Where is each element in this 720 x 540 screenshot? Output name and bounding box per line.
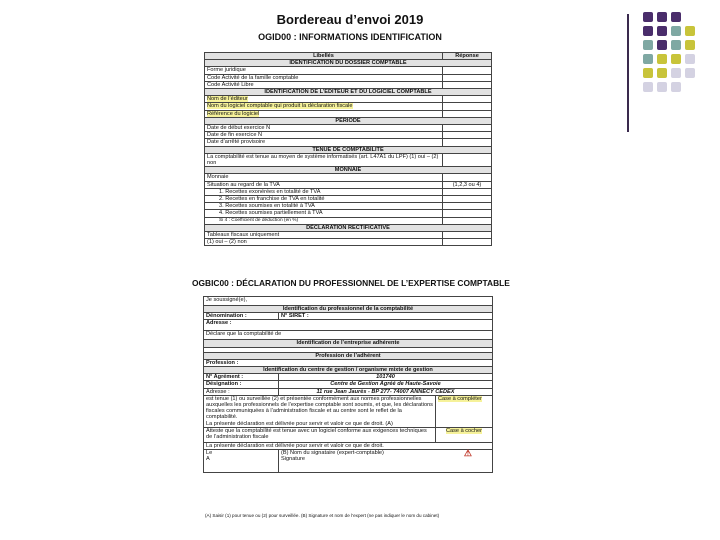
decorative-square (671, 40, 681, 50)
document-subtitle: OGID00 : INFORMATIONS IDENTIFICATION (258, 32, 442, 42)
row-label: Code Activité de la famille comptable (205, 74, 443, 81)
identification-table (204, 52, 492, 246)
row-label: Date de fin exercice N (205, 132, 443, 139)
decorative-vertical-line (627, 14, 629, 132)
row-label: Date d’arrêté provisoire (205, 139, 443, 146)
answer-cell[interactable] (443, 232, 492, 239)
designation-value: Centre de Gestion Agréé de Haute-Savoie (279, 381, 493, 388)
footnote: (A) Saisir (1) pour tenue ou (2) pour surveillée. (B) Signature et nom de l’expert (ne pas indiquer le nom du cabinet) (205, 513, 440, 518)
tva-item: 1. Recettes exonérées en totalité de TVA (205, 188, 443, 195)
col-answer-header: Réponse (443, 53, 492, 60)
decorative-square (643, 82, 653, 92)
answer-cell[interactable] (443, 217, 492, 224)
answer-cell[interactable] (443, 67, 492, 74)
section-heading: DÉCLARATION RECTIFICATIVE (205, 224, 492, 231)
row-label: (1) oui – (2) non (205, 239, 443, 246)
signataire-label: (B) Nom du signataire (expert-comptable) (281, 450, 384, 457)
decorative-square (643, 12, 653, 22)
decorative-square (685, 40, 695, 50)
je-soussigne: Je soussigné(e), (204, 297, 493, 306)
section-heading: Identification du centre de gestion / organisme mixte de gestion (204, 367, 493, 374)
decorative-square (657, 82, 667, 92)
a-label: A (206, 456, 210, 463)
answer-cell[interactable] (443, 153, 492, 166)
decorative-square (643, 54, 653, 64)
answer-cell (443, 196, 492, 203)
section-heading: PÉRIODE (205, 117, 492, 124)
answer-cell[interactable] (443, 132, 492, 139)
adresse-label: Adresse : (204, 320, 493, 331)
section-heading: IDENTIFICATION DU DOSSIER COMPTABLE (205, 60, 492, 67)
row-label: Code Activité Libre (205, 81, 443, 88)
signature-cell[interactable] (279, 450, 493, 473)
adresse-centre-label: Adresse : (204, 388, 279, 395)
tva-answer-hint[interactable]: (1,2,3 ou 4) (443, 181, 492, 188)
warning-icon: ⚠ (463, 448, 472, 459)
decorative-square (671, 54, 681, 64)
section-heading: Profession de l’adhérent (204, 352, 493, 359)
decorative-square (657, 40, 667, 50)
designation-label: Désignation : (204, 381, 279, 388)
answer-cell[interactable] (443, 125, 492, 132)
document-title: Bordereau d’envoi 2019 (276, 12, 424, 27)
row-label: Forme juridique (205, 67, 443, 74)
answer-cell[interactable] (443, 74, 492, 81)
case-completer-cell[interactable] (436, 395, 493, 427)
decorative-square (643, 26, 653, 36)
row-label (205, 96, 443, 103)
agrement-label: N° Agrément : (204, 374, 279, 381)
answer-cell (443, 210, 492, 217)
case-completer-highlight: Case à compléter (438, 395, 482, 402)
atteste-text: Atteste que la comptabilité est tenue avec un logiciel conforme aux exigences techniques de l’administration fiscale (204, 427, 436, 442)
answer-cell[interactable] (443, 110, 492, 117)
col-label-header: Libellés (205, 53, 443, 60)
section2-title: OGBIC00 : DÉCLARATION DU PROFESSIONNEL DE L’EXPERTISE COMPTABLE (192, 278, 510, 288)
answer-cell[interactable] (443, 239, 492, 246)
row-label: Situation au regard de la TVA (205, 181, 443, 188)
tva-item: 2. Recettes en franchise de TVA en totalité (205, 196, 443, 203)
signature-label: Signature (281, 456, 305, 463)
section-heading: TENUE DE COMPTABILITE (205, 146, 492, 153)
presente-text: La présente déclaration est délivrée pour servir et valoir ce que de droit. (204, 442, 493, 449)
tva-item: 4. Recettes soumises partiellement à TVA (205, 210, 443, 217)
highlighted-label: Nom de l’éditeur (207, 96, 248, 103)
tva-item: 3. Recettes soumises en totalité à TVA (205, 203, 443, 210)
denomination-label: Dénomination : (204, 313, 279, 320)
case-cocher-highlight: Case à cocher (445, 427, 483, 434)
answer-cell[interactable] (443, 81, 492, 88)
decorative-square (643, 40, 653, 50)
adresse-centre-value: 11 rue Jean Jaurès - BP 277- 74007 ANNECY CEDEX (279, 388, 493, 395)
decorative-square (643, 68, 653, 78)
le-a-cell[interactable] (204, 450, 279, 473)
answer-cell (443, 203, 492, 210)
section-heading: IDENTIFICATION DE L’EDITEUR ET DU LOGICIEL COMPTABLE (205, 89, 492, 96)
row-label: Monnaie (205, 174, 443, 181)
decorative-square (671, 26, 681, 36)
decorative-square (657, 12, 667, 22)
section-heading: Identification de l’entreprise adhérente (204, 340, 493, 347)
highlighted-label: Nom du logiciel comptable qui produit la déclaration fiscale (207, 103, 353, 110)
declare-text: Déclare que la comptabilité de (204, 331, 493, 340)
section-heading: MONNAIE (205, 167, 492, 174)
decorative-square (657, 54, 667, 64)
case-cocher-cell[interactable] (436, 427, 493, 442)
answer-cell[interactable] (443, 96, 492, 103)
row-label (205, 103, 443, 110)
row-label: Date de début exercice N (205, 125, 443, 132)
answer-cell[interactable] (443, 103, 492, 110)
answer-cell (443, 188, 492, 195)
siret-label: N° SIRET : (279, 313, 493, 320)
decorative-square (657, 68, 667, 78)
decorative-square (685, 68, 695, 78)
le-label: Le (206, 450, 213, 457)
highlighted-label: Référence du logiciel (207, 110, 260, 117)
tenue-text-2: La présente déclaration est délivrée pour servir et valoir ce que de droit. (A) (206, 420, 393, 427)
decorative-square (657, 26, 667, 36)
decorative-square (685, 26, 695, 36)
answer-cell[interactable] (443, 174, 492, 181)
decorative-square (671, 68, 681, 78)
agrement-value: 101740 (279, 374, 493, 381)
answer-cell[interactable] (443, 139, 492, 146)
row-label: Tableaux fiscaux uniquement (205, 232, 443, 239)
decorative-square (685, 54, 695, 64)
section-heading: Identification du professionnel de la comptabilité (204, 306, 493, 313)
row-label: La comptabilité est tenue au moyen de système informatisés (art. L47A1 du LPF) (1) oui – (2) non (205, 153, 443, 166)
decorative-square (671, 82, 681, 92)
declaration-table (203, 296, 493, 473)
tenue-text-cell (204, 395, 436, 427)
tenue-text: est tenue (1) ou surveillée (2) et présentée conformément aux normes professionnelles auxquelles les professionnels de l’expertise comptable sont soumis, et que, les déclarations fiscales communiquées à l’administration fiscale et au centre sont le reflet de la comptabilité. (206, 395, 433, 421)
tva-note: Si 4 : Coefficient de déduction (en %) (205, 217, 443, 224)
row-label (205, 110, 443, 117)
profession-label: Profession : (204, 359, 493, 366)
decorative-square (671, 12, 681, 22)
